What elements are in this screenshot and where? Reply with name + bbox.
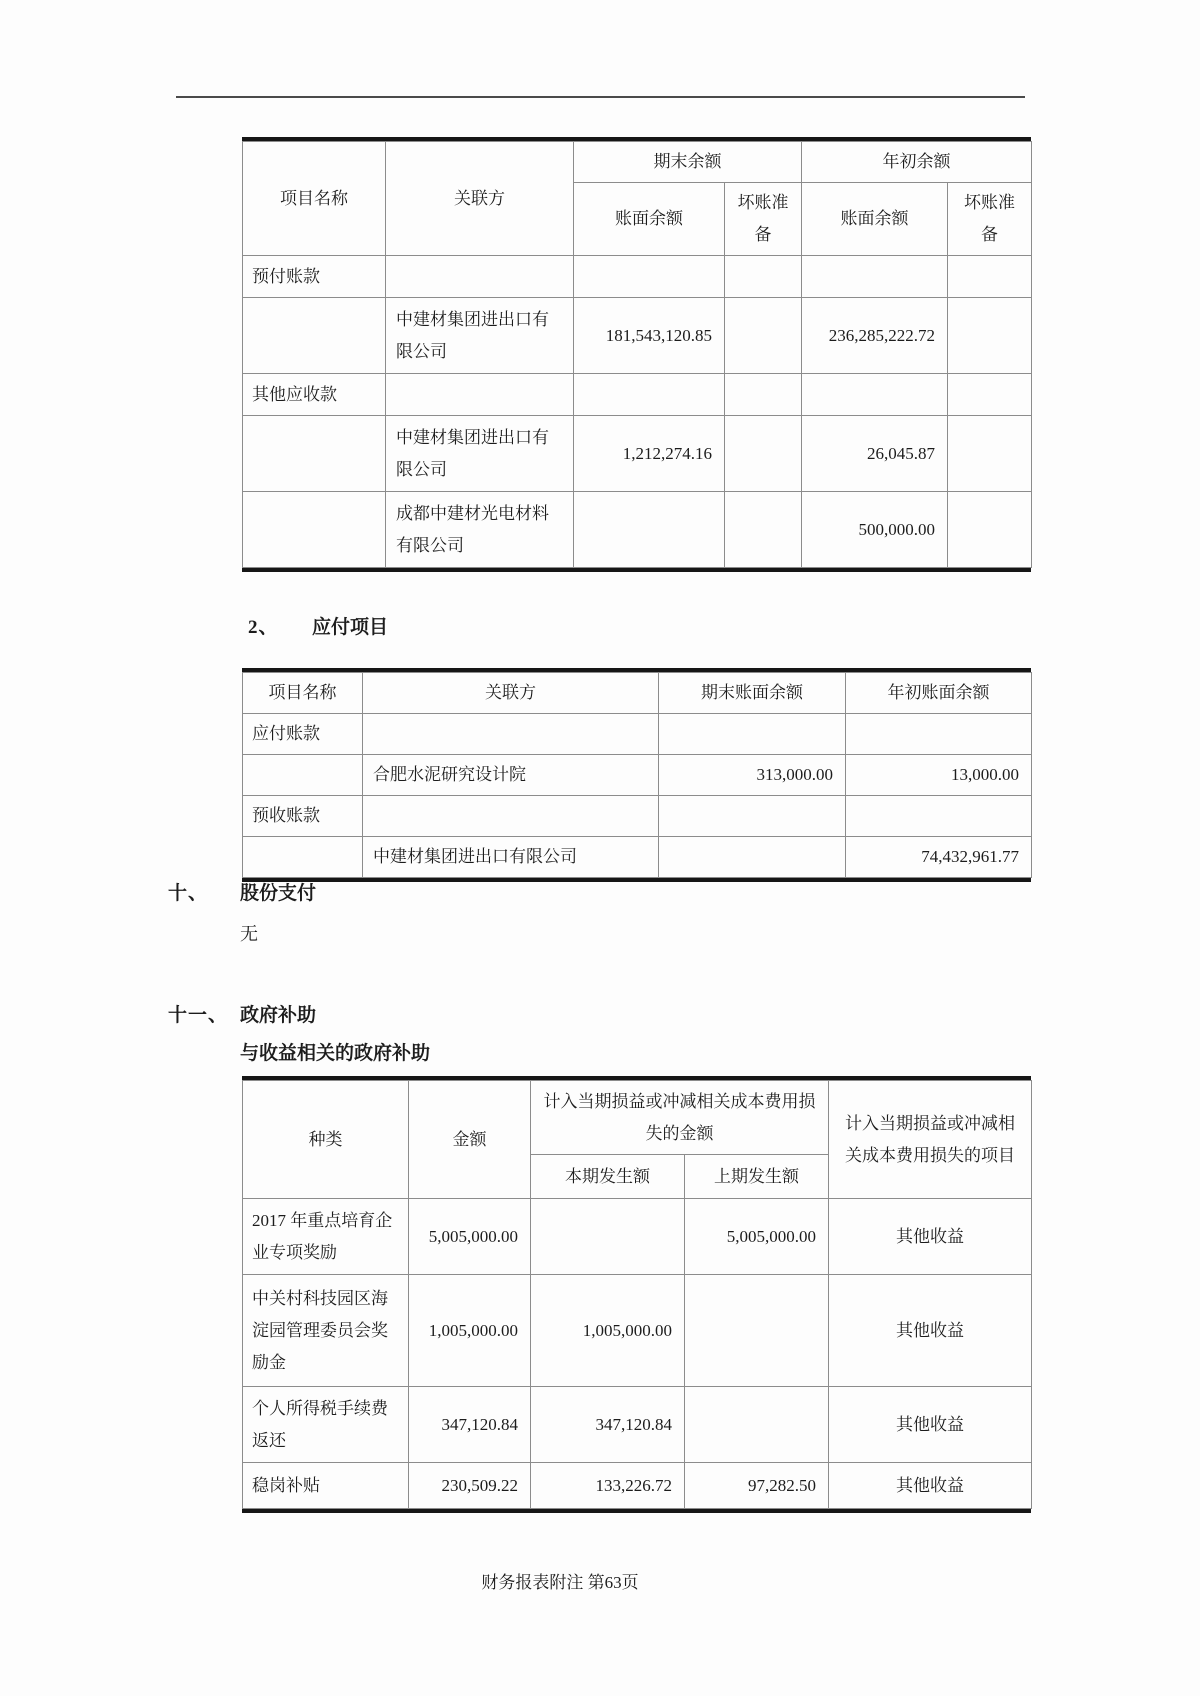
cell-party: 中建材集团进出口有限公司 [386,416,574,492]
cell-item [243,755,363,796]
cell-end-book: 1,212,274.16 [574,416,725,492]
cell-party [363,796,659,837]
col-header-book-balance: 账面余额 [574,183,725,256]
cell-beg-book: 26,045.87 [802,416,948,492]
cell-ending: 313,000.00 [659,755,846,796]
cell-item [243,298,386,374]
page-footer: 财务报表附注 第63页 [481,1573,639,1592]
cell-amount: 230,509.22 [409,1463,531,1509]
cell-item: 其他收益 [829,1387,1032,1463]
section-2-title: 应付项目 [312,617,389,638]
cell-beginning: 74,432,961.77 [846,837,1032,878]
cell-beg-bad [948,298,1032,374]
section-10-title: 股份支付 [240,883,317,904]
cell-end-bad [725,492,802,568]
cell-current: 133,226.72 [531,1463,685,1509]
cell-current: 347,120.84 [531,1387,685,1463]
cell-amount: 347,120.84 [409,1387,531,1463]
cell-beginning: 13,000.00 [846,755,1032,796]
cell-prior [685,1275,829,1387]
section-11-subtitle: 与收益相关的政府补助 [240,1043,431,1064]
cell-item: 预付账款 [243,256,386,298]
col-header-book-balance: 账面余额 [802,183,948,256]
cell-category: 稳岗补贴 [243,1463,409,1509]
cell-category: 2017 年重点培育企业专项奖励 [243,1199,409,1275]
cell-item [243,492,386,568]
table-header-row [243,1081,1032,1155]
cell-beginning [846,714,1032,755]
cell-beg-book [802,374,948,416]
cell-party: 中建材集团进出口有限公司 [386,298,574,374]
cell-end-book: 181,543,120.85 [574,298,725,374]
table-row [243,714,1032,755]
cell-party [363,714,659,755]
table-row [243,256,1032,298]
col-header-amount: 金额 [409,1081,531,1199]
table-row [243,1463,1032,1509]
table-row [243,755,1032,796]
table-row [243,1387,1032,1463]
col-header-beginning-book-balance: 年初账面余额 [846,673,1032,714]
cell-party [386,374,574,416]
cell-end-book [574,256,725,298]
cell-item: 其他收益 [829,1275,1032,1387]
col-header-ending-book-balance: 期末账面余额 [659,673,846,714]
section-11-title: 政府补助 [240,1005,317,1026]
cell-beg-bad [948,374,1032,416]
cell-beg-bad [948,256,1032,298]
cell-end-bad [725,416,802,492]
table-row [243,416,1032,492]
col-header-ending-balance: 期末余额 [574,142,802,183]
section-11-number: 十一、 [168,1005,229,1026]
cell-prior: 97,282.50 [685,1463,829,1509]
cell-party [386,256,574,298]
table-header-row [243,142,1032,183]
cell-item: 其他收益 [829,1199,1032,1275]
cell-item: 预收账款 [243,796,363,837]
col-header-current-period: 本期发生额 [531,1155,685,1199]
col-header-item: 项目名称 [243,673,363,714]
cell-end-book [574,374,725,416]
cell-beg-book [802,256,948,298]
cell-beg-bad [948,416,1032,492]
cell-current [531,1199,685,1275]
receivables-table [242,137,1031,572]
col-header-included-amount: 计入当期损益或冲减相关成本费用损失的金额 [531,1081,829,1155]
cell-ending [659,796,846,837]
table-row [243,492,1032,568]
cell-item: 其他收益 [829,1463,1032,1509]
table-row [243,837,1032,878]
cell-beg-bad [948,492,1032,568]
cell-item [243,416,386,492]
col-header-included-item: 计入当期损益或冲减相关成本费用损失的项目 [829,1081,1032,1199]
col-header-item: 项目名称 [243,142,386,256]
table-row [243,796,1032,837]
cell-ending [659,837,846,878]
cell-current: 1,005,000.00 [531,1275,685,1387]
page-header-rule [176,96,1025,98]
cell-amount: 1,005,000.00 [409,1275,531,1387]
cell-category: 中关村科技园区海淀园管理委员会奖励金 [243,1275,409,1387]
col-header-bad-debt: 坏账准备 [725,183,802,256]
col-header-related-party: 关联方 [363,673,659,714]
col-header-related-party: 关联方 [386,142,574,256]
cell-item: 其他应收款 [243,374,386,416]
cell-item: 应付账款 [243,714,363,755]
cell-party: 成都中建材光电材料有限公司 [386,492,574,568]
table-header-row [243,673,1032,714]
cell-ending [659,714,846,755]
cell-end-bad [725,374,802,416]
table-row [243,298,1032,374]
cell-beginning [846,796,1032,837]
cell-amount: 5,005,000.00 [409,1199,531,1275]
cell-item [243,837,363,878]
table-row [243,1199,1032,1275]
cell-beg-book: 500,000.00 [802,492,948,568]
section-10-number: 十、 [168,883,209,904]
cell-party: 合肥水泥研究设计院 [363,755,659,796]
cell-end-bad [725,298,802,374]
cell-party: 中建材集团进出口有限公司 [363,837,659,878]
col-header-category: 种类 [243,1081,409,1199]
cell-category: 个人所得税手续费返还 [243,1387,409,1463]
table-row [243,374,1032,416]
government-grants-table [242,1076,1031,1513]
cell-beg-book: 236,285,222.72 [802,298,948,374]
cell-end-book [574,492,725,568]
col-header-bad-debt: 坏账准备 [948,183,1032,256]
cell-end-bad [725,256,802,298]
col-header-prior-period: 上期发生额 [685,1155,829,1199]
section-2-number: 2、 [248,617,279,638]
table-row [243,1275,1032,1387]
payables-table [242,668,1031,882]
section-10-content: 无 [240,924,258,944]
cell-prior: 5,005,000.00 [685,1199,829,1275]
col-header-beginning-balance: 年初余额 [802,142,1032,183]
cell-prior [685,1387,829,1463]
